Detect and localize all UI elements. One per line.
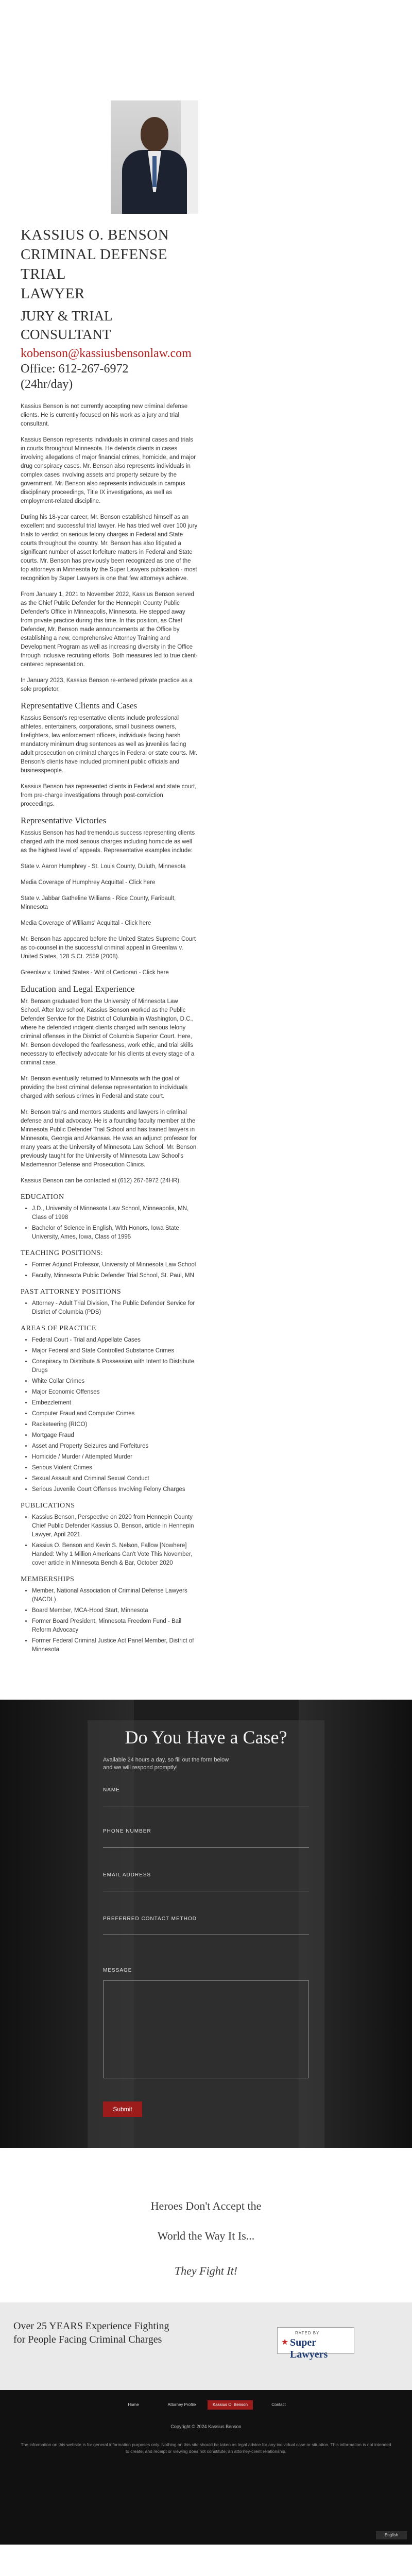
phone-input[interactable] <box>103 1836 309 1848</box>
list-item: • Board Member, MCA-Hood Start, Minnesota <box>32 1606 198 1615</box>
list-item: • Major Economic Offenses <box>32 1388 198 1397</box>
message-textarea[interactable] <box>103 1980 309 2078</box>
badge-rated-text: RATED BY <box>295 2331 320 2335</box>
section-list <box>32 1205 198 1242</box>
contact-intro: Available 24 hours a day, so fill out the form below and we will respond promptly! <box>103 1757 229 1771</box>
list-item: • Asset and Property Seizures and Forfeitures <box>32 1442 198 1451</box>
email-link[interactable]: kobenson@kassiusbensonlaw.com <box>21 347 192 360</box>
bio-content <box>21 402 198 1654</box>
phone-field-group <box>103 1828 309 1848</box>
footer-link[interactable]: Contact <box>271 2402 286 2407</box>
phone-label: PHONE NUMBER <box>103 1828 151 1834</box>
list-item: • Former Adjunct Professor, University of Minnesota Law School <box>32 1261 198 1269</box>
footer-link[interactable]: Kassius O. Benson <box>208 2400 253 2410</box>
media-coverage-link[interactable]: Media Coverage of Williams' Acquittal - Click here <box>21 920 151 926</box>
contact-method-field-group <box>103 1916 309 1935</box>
education-paragraph: Mr. Benson graduated from the University of Minnesota Law School. After law school, Kassius Benson worked as the Public Defender Service for the District of Columbia in Washington, D.C., where he defended indigent clients charged with serious felony criminal offenses in the District of Columbia Superior Court. Here, Mr. Benson developed the fearlessness, work ethic, and trial skills necessary to effectively advocate for his clients at every stage of a criminal case. <box>21 998 195 1066</box>
list-item: • J.D., University of Minnesota Law School, Minneapolis, MN, Class of 1998 <box>32 1205 198 1222</box>
section-list <box>32 1513 198 1568</box>
list-item: • Kassius O. Benson and Kevin S. Nelson, Fallow [Nowhere] Handed: Why 1 Million Americans Can't Vote This November, cover article in Minnesota Bench & Bar, October 2020 <box>32 1541 198 1568</box>
bio-paragraph: Kassius Benson is not currently accepting new criminal defense clients. He is currently focused on his work as a jury and trial consultant. <box>21 403 188 427</box>
experience-slogan: Over 25 YEARS Experience Fighting for People Facing Criminal Charges <box>13 2320 169 2345</box>
education-paragraph: Kassius Benson can be contacted at (612) 267-6972 (24HR). <box>21 1178 181 1184</box>
list-item: • Computer Fraud and Computer Crimes <box>32 1410 198 1418</box>
education-paragraph: Mr. Benson trains and mentors students and lawyers in criminal defense and trial advocacy. He is a founding faculty member at the Minnesota Public Defender Trial School and has trained lawyers in Minnesota, Georgia and Arkansas. He was an adjunct professor for many years at the University of Minnesota Law School. Mr. Benson previously taught for the University of Minnesota Law School's Misdemeanor Defense and Prosecution Clinics. <box>21 1109 197 1168</box>
case-item: State v. Aaron Humphrey - St. Louis County, Duluth, Minnesota <box>21 863 186 870</box>
list-item: • Member, National Association of Criminal Defense Lawyers (NACDL) <box>32 1587 198 1604</box>
heroes-line-3: They Fight It! <box>174 2264 238 2277</box>
contact-method-label: PREFERRED CONTACT METHOD <box>103 1916 197 1922</box>
name-label: NAME <box>103 1787 120 1793</box>
experience-banner <box>0 2302 412 2390</box>
bio-paragraph: From January 1, 2021 to November 2022, Kassius Benson served as the Chief Public Defender for the Hennepin County Public Defender's Office in Minneapolis, Minnesota. He stepped away from private practice during this time. In this position, as Chief Defender, Mr. Benson made announcements at the Office by establishing a new, comprehensive Attorney Training and Development Program as well as increasing diversity in the Office through inclusive recruiting efforts. Both measures led to true client-centered representation. <box>21 591 198 668</box>
list-item: • Embezzlement <box>32 1399 198 1408</box>
section-heading: MEMBERSHIPS <box>21 1575 75 1583</box>
super-lawyers-badge[interactable] <box>277 2327 354 2360</box>
list-item: • Former Federal Criminal Justice Act Panel Member, District of Minnesota <box>32 1637 198 1654</box>
section-heading: PAST ATTORNEY POSITIONS <box>21 1288 122 1296</box>
victories-intro: Kassius Benson has had tremendous success representing clients charged with the most serious charges including homicide as well as the highest level of appeals. Representative examples include: <box>21 830 195 854</box>
heroes-line-2: World the Way It Is... <box>157 2229 255 2242</box>
education-heading: Education and Legal Experience <box>21 984 135 994</box>
list-item: • Serious Juvenile Court Offenses Involving Felony Charges <box>32 1485 198 1494</box>
attorney-title-line1: CRIMINAL DEFENSE TRIAL <box>21 246 167 282</box>
bio-column <box>21 100 198 1654</box>
name-input[interactable] <box>103 1795 309 1806</box>
clients-paragraph: Kassius Benson's representative clients include professional athletes, entertainers, corporations, small business owners, firefighters, law enforcement officers, individuals facing harsh mandatory minimum drug sentences as well as juveniles facing adult prosecution on criminal charges in Federal or state courts. Mr. Benson's clients have included prominent public officials and businesspeople. <box>21 715 198 774</box>
victories-heading: Representative Victories <box>21 816 107 825</box>
bio-paragraph: Kassius Benson represents individuals in criminal cases and trials in courts throughout Minnesota. He defends clients in cases involving allegations of major financial crimes, homicide, and major drug conspiracy cases. Mr. Benson also represents individuals in complex cases involving assets and property seizure by the government. Mr. Benson also represents individuals in campus disciplinary proceedings, Title IX investigations, as well as employment-related discipline. <box>21 437 196 504</box>
section-heading: AREAS OF PRACTICE <box>21 1325 96 1332</box>
bio-paragraph: In January 2023, Kassius Benson re-entered private practice as a sole proprietor. <box>21 677 193 692</box>
list-item: • Faculty, Minnesota Public Defender Trial School, St. Paul, MN <box>32 1272 198 1280</box>
section-list <box>32 1336 198 1494</box>
list-item: • Racketeering (RICO) <box>32 1420 198 1429</box>
section-heading: EDUCATION <box>21 1193 64 1201</box>
education-paragraph: Mr. Benson eventually returned to Minnesota with the goal of providing the best criminal defense representation to individuals charged with serious crimes in Federal and state court. <box>21 1076 188 1099</box>
clients-paragraph: Kassius Benson has represented clients in Federal and state court, from pre-charge investigations through post-conviction proceedings. <box>21 784 197 807</box>
section-heading: TEACHING POSITIONS: <box>21 1249 103 1257</box>
copyright: Copyright © 2024 Kassius Benson <box>170 2424 242 2429</box>
clients-heading: Representative Clients and Cases <box>21 701 138 710</box>
submit-button[interactable]: Submit <box>103 2102 142 2117</box>
writ-link[interactable]: Greenlaw v. United States - Writ of Certiorari - Click here <box>21 970 169 976</box>
availability-note: (24hr/day) <box>21 378 73 391</box>
contact-section <box>0 1700 412 2148</box>
message-field-group <box>103 1968 309 2081</box>
attorney-name: KASSIUS O. BENSON <box>21 227 169 243</box>
list-item: • Kassius Benson, Perspective on 2020 from Hennepin County Chief Public Defender Kassius O. Benson, article in Hennepin Lawyer, April 2021. <box>32 1513 198 1539</box>
list-item: • Mortgage Fraud <box>32 1431 198 1440</box>
case-item: Mr. Benson has appeared before the United States Supreme Court as co-counsel in the successful criminal appeal in Greenlaw v. United States, 128 S.Ct. 2559 (2008). <box>21 936 196 960</box>
attorney-subtitle: JURY & TRIAL CONSULTANT <box>21 308 112 342</box>
list-item: • Sexual Assault and Criminal Sexual Conduct <box>32 1475 198 1483</box>
footer-link[interactable]: Attorney Profile <box>167 2402 196 2407</box>
section-list <box>32 1587 198 1654</box>
list-item: • Major Federal and State Controlled Substance Crimes <box>32 1347 198 1355</box>
case-item: State v. Jabbar Gatheline Williams - Rice County, Faribault, Minnesota <box>21 895 176 910</box>
office-phone[interactable]: Office: 612-267-6972 <box>21 362 129 376</box>
list-item: • Homicide / Murder / Attempted Murder <box>32 1453 198 1462</box>
list-item: • White Collar Crimes <box>32 1377 198 1386</box>
footer-nav <box>0 2400 412 2410</box>
list-item: • Former Board President, Minnesota Freedom Fund - Bail Reform Advocacy <box>32 1617 198 1635</box>
list-item: • Attorney - Adult Trial Division, The Public Defender Service for District of Columbia (PDS) <box>32 1299 198 1317</box>
bio-paragraph: During his 18-year career, Mr. Benson established himself as an excellent and successful trial lawyer. He has tried well over 100 jury trials to verdict on serious felony charges in Federal and State courts throughout the country. Mr. Benson has also litigated a significant number of asset forfeiture matters in Federal and State courts. Mr. Benson has previously been recognized as one of the top attorneys in Minnesota by the Super Lawyers publication - most recognition by Super Lawyers is one that few attorneys achieve. <box>21 514 198 582</box>
media-coverage-link[interactable]: Media Coverage of Humphrey Acquittal - Click here <box>21 879 156 886</box>
email-field-group <box>103 1872 309 1891</box>
email-label: EMAIL ADDRESS <box>103 1872 151 1878</box>
language-selector[interactable]: English <box>376 2531 407 2539</box>
section-heading: PUBLICATIONS <box>21 1502 75 1510</box>
footer-link[interactable]: Home <box>128 2402 139 2407</box>
list-item: • Serious Violent Crimes <box>32 1464 198 1472</box>
heroes-section <box>0 2148 412 2302</box>
section-list <box>32 1261 198 1280</box>
attorney-title-line2: LAWYER <box>21 285 85 302</box>
contact-heading: Do You Have a Case? <box>125 1727 287 1748</box>
list-item: • Conspiracy to Distribute & Possession with Intent to Distribute Drugs <box>32 1358 198 1375</box>
footer <box>0 2390 412 2545</box>
star-icon: ★ <box>281 2338 289 2347</box>
badge-name: Super Lawyers <box>290 2337 328 2360</box>
section-list <box>32 1299 198 1317</box>
list-item: • Federal Court - Trial and Appellate Cases <box>32 1336 198 1345</box>
heroes-line-1: Heroes Don't Accept the <box>150 2199 262 2212</box>
disclaimer: The information on this website is for general information purposes only. Nothing on this site should be taken as legal advice for any individual case or situation. This information is not intended to create, and receipt or viewing does not constitute, an attorney-client relationship. <box>21 2442 391 2454</box>
attorney-photo <box>111 100 198 214</box>
credential-sections <box>21 1193 198 1654</box>
list-item: • Bachelor of Science in English, With Honors, Iowa State University, Ames, Iowa, Class of 1995 <box>32 1224 198 1242</box>
name-field-group <box>103 1787 309 1806</box>
contact-method-input[interactable] <box>103 1924 309 1935</box>
email-input[interactable] <box>103 1880 309 1891</box>
name-block <box>21 225 198 392</box>
message-label: MESSAGE <box>103 1968 132 1973</box>
